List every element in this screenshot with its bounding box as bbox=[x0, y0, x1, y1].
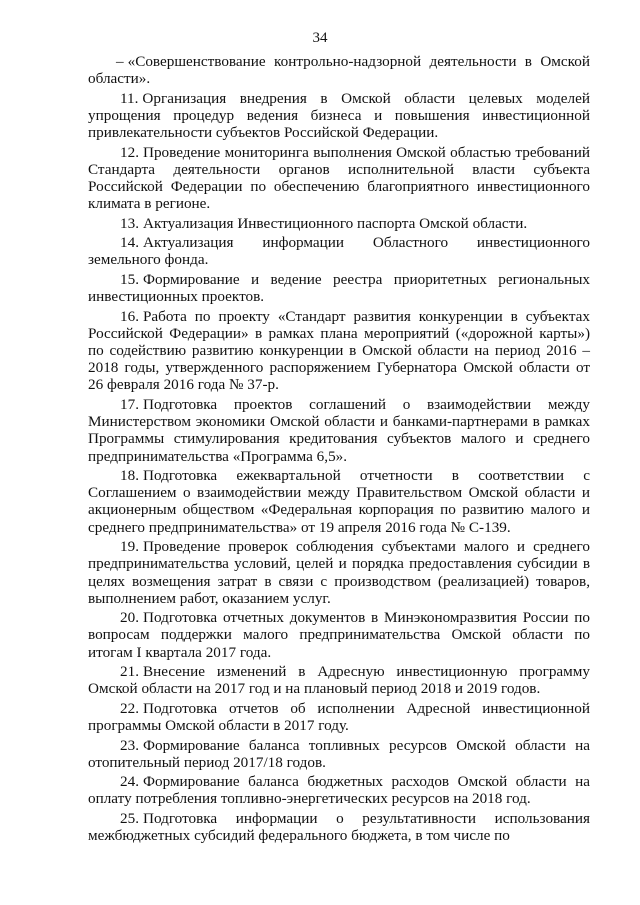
list-item bbox=[88, 773, 590, 807]
item-number: 15. bbox=[120, 270, 139, 288]
list-item bbox=[88, 53, 590, 87]
list-item bbox=[88, 90, 590, 142]
item-text: Подготовка ежеквартальной отчетности в соответствии с Соглашением о взаимодействии между Правительством Омской области и акционерным обществом «Федеральная корпорация по развитию малого и среднего предпринимательства» от 19 апреля 2016 года № С-139. bbox=[88, 467, 590, 536]
document-body bbox=[88, 53, 590, 847]
item-number: 19. bbox=[120, 538, 139, 556]
item-number: 12. bbox=[120, 143, 139, 161]
item-text: «Совершенствование контрольно-надзорной деятельности в Омской области». bbox=[88, 53, 590, 88]
list-item bbox=[88, 308, 590, 394]
item-text: Работа по проекту «Стандарт развития конкуренции в субъектах Российской Федерации» в рамках плана мероприятий («дорожной карты») по содействию развитию конкуренции в Омской области на период 2016 – 2018 годы, утвержденного распоряжением Губернатора Омской области от 26 февраля 2016 года № 37-р. bbox=[88, 307, 590, 394]
item-number: 17. bbox=[120, 395, 139, 413]
item-text: Проведение мониторинга выполнения Омской областью требований Стандарта деятельности органов исполнительной власти субъекта Российской Федерации по обеспечению благоприятного инвестиционного климата в регионе. bbox=[88, 143, 590, 213]
list-item bbox=[88, 215, 590, 232]
item-number: 20. bbox=[120, 609, 139, 627]
item-number: 22. bbox=[120, 699, 139, 717]
list-item bbox=[88, 271, 590, 305]
item-number: 11. bbox=[120, 89, 139, 107]
item-text: Подготовка отчетов об исполнении Адресной инвестиционной программы Омской области в 2017 году. bbox=[88, 699, 590, 735]
item-number: 13. bbox=[120, 214, 139, 232]
page-number: 34 bbox=[312, 30, 328, 46]
item-number: 18. bbox=[120, 467, 139, 485]
list-item bbox=[88, 234, 590, 268]
item-number: 25. bbox=[120, 809, 139, 827]
item-text: Подготовка проектов соглашений о взаимодействии между Министерством экономики Омской области и банками-партнерами в рамках Программы стимулирования кредитования субъектов малого и среднего предпринимательства «Программа 6,5». bbox=[88, 395, 590, 465]
item-number: 16. bbox=[120, 307, 139, 325]
item-text: Организация внедрения в Омской области целевых моделей упрощения процедур ведения бизнеса и повышения инвестиционной привлекательности субъектов Российской Федерации. bbox=[88, 89, 590, 142]
item-text: Формирование баланса бюджетных расходов Омской области на оплату потребления топливно-энергетических ресурсов на 2018 год. bbox=[88, 773, 590, 808]
item-text: Формирование и ведение реестра приоритетных региональных инвестиционных проектов. bbox=[88, 270, 590, 306]
list-item bbox=[88, 609, 590, 661]
list-item bbox=[88, 700, 590, 734]
list-item bbox=[88, 467, 590, 536]
list-item bbox=[88, 737, 590, 771]
item-text: Формирование баланса топливных ресурсов Омской области на отопительный период 2017/18 годов. bbox=[88, 736, 590, 771]
list-item bbox=[88, 663, 590, 697]
item-text: Подготовка отчетных документов в Минэкономразвития России по вопросам поддержки малого предпринимательства Омской области по итогам I квартала 2017 года. bbox=[88, 609, 590, 661]
item-number: 23. bbox=[120, 736, 139, 754]
list-item bbox=[88, 396, 590, 465]
item-text: Подготовка информации о результативности использования межбюджетных субсидий федерального бюджета, в том числе по bbox=[88, 809, 590, 845]
item-number: 21. bbox=[120, 663, 139, 681]
item-text: Проведение проверок соблюдения субъектами малого и среднего предпринимательства условий, целей и порядка предоставления субсидии в целях возмещения затрат в связи с производством (реализацией) товаров, выполнением работ, оказанием услуг. bbox=[88, 538, 590, 607]
item-text: Актуализация Инвестиционного паспорта Омской области. bbox=[142, 214, 528, 232]
list-item bbox=[88, 538, 590, 607]
list-item bbox=[88, 144, 590, 213]
list-item bbox=[88, 810, 590, 844]
item-number: 24. bbox=[120, 773, 139, 791]
item-number: 14. bbox=[120, 234, 139, 252]
item-number: – bbox=[116, 53, 124, 70]
item-text: Внесение изменений в Адресную инвестиционную программу Омской области на 2017 год и на плановый период 2018 и 2019 годов. bbox=[88, 663, 590, 698]
item-text: Актуализация информации Областного инвестиционного земельного фонда. bbox=[88, 234, 590, 269]
